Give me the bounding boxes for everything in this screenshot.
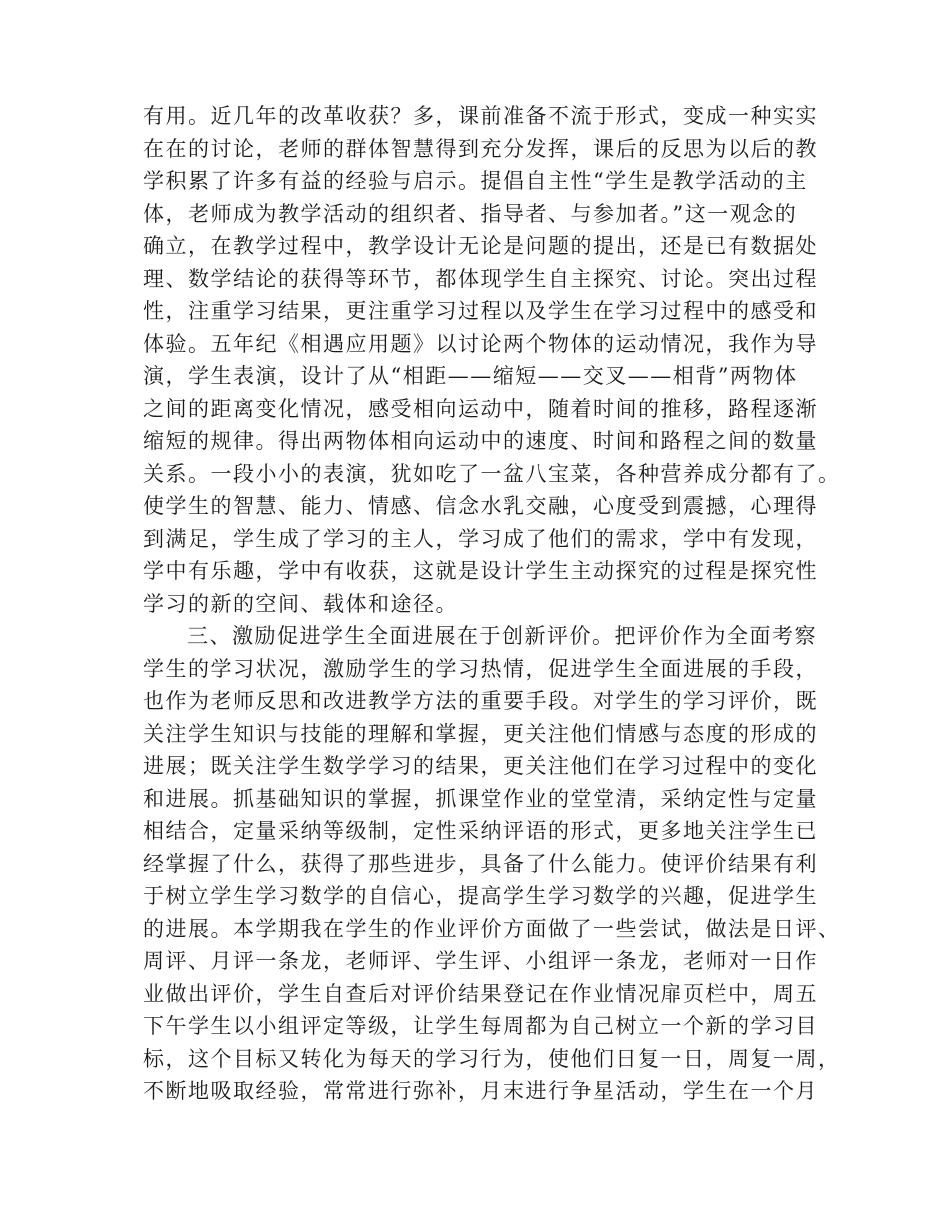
text-line: 体，老师成为教学活动的组织者、指导者、与参加者。”这一观念的 [143, 201, 798, 226]
text-line: 确立，在教学过程中，教学设计无论是问题的提出，还是已有数据处 [143, 234, 818, 258]
text-line: 到满足，学生成了学习的主人，学习成了他们的需求，学中有发现， [143, 526, 818, 551]
text-line: 在在的讨论，老师的群体智慧得到充分发挥，课后的反思为以后的教 [143, 136, 818, 161]
text-line: 不断地吸取经验，常常进行弥补，月末进行争星活动，学生在一个月 [143, 1079, 818, 1103]
text-line: 关注学生知识与技能的理解和掌握，更关注他们情感与态度的形成的 [143, 721, 818, 746]
text-line: 演，学生表演，设计了从“相距——缩短——交叉——相背”两物体 [143, 364, 798, 388]
text-line: 学习的新的空间、载体和途径。 [143, 591, 458, 616]
text-line: 性，注重学习结果，更注重学习过程以及学生在学习过程中的感受和 [143, 299, 818, 323]
text-line: 相结合，定量采纳等级制，定性采纳评语的形式，更多地关注学生已 [143, 819, 818, 843]
text-line: 理、数学结论的获得等环节，都体现学生自主探究、讨论。突出过程 [143, 266, 818, 291]
text-line: 经掌握了什么，获得了那些进步，具备了什么能力。使评价结果有利 [143, 851, 818, 876]
text-line: 学生的学习状况，激励学生的学习热情，促进学生全面进展的手段， [143, 656, 818, 681]
text-line: 学中有乐趣，学中有收获，这就是设计学生主动探究的过程是探究性 [143, 559, 818, 583]
text-line: 也作为老师反思和改进教学方法的重要手段。对学生的学习评价，既 [143, 689, 818, 713]
text-line: 的进展。本学期我在学生的作业评价方面做了一些尝试，做法是日评、 [143, 916, 841, 941]
text-line: 学积累了许多有益的经验与启示。提倡自主性“学生是教学活动的主 [143, 169, 808, 193]
text-line: 之间的距离变化情况，感受相向运动中，随着时间的推移，路程逐渐 [143, 396, 818, 421]
text-line: 于树立学生学习数学的自信心，提高学生学习数学的兴趣，促进学生 [143, 884, 818, 908]
text-line: 缩短的规律。得出两物体相向运动中的速度、时间和路程之间的数量 [143, 429, 818, 453]
text-line: 业做出评价，学生自查后对评价结果登记在作业情况扉页栏中，周五 [143, 981, 818, 1006]
text-line: 有用。近几年的改革收获？多，课前准备不流于形式，变成一种实实 [143, 104, 818, 128]
text-line: 体验。五年纪《相遇应用题》以讨论两个物体的运动情况，我作为导 [143, 331, 818, 356]
text-line: 和进展。抓基础知识的掌握，抓课堂作业的堂堂清，采纳定性与定量 [143, 786, 818, 811]
text-line: 下午学生以小组评定等级，让学生每周都为自己树立一个新的学习目 [143, 1014, 818, 1038]
body-text [143, 100, 841, 1108]
section-heading-line: 三、激励促进学生全面进展在于创新评价。把评价作为全面考察 [187, 624, 817, 648]
text-line: 进展；既关注学生数学学习的结果，更关注他们在学习过程中的变化 [143, 754, 818, 778]
text-line: 关系。一段小小的表演，犹如吃了一盆八宝菜，各种营养成分都有了。 [143, 461, 841, 486]
text-line: 使学生的智慧、能力、情感、信念水乳交融，心度受到震撼，心理得 [143, 494, 818, 518]
text-line: 标，这个目标又转化为每天的学习行为，使他们日复一日，周复一周， [143, 1046, 841, 1071]
text-line: 周评、月评一条龙，老师评、学生评、小组评一条龙，老师对一日作 [143, 949, 818, 973]
